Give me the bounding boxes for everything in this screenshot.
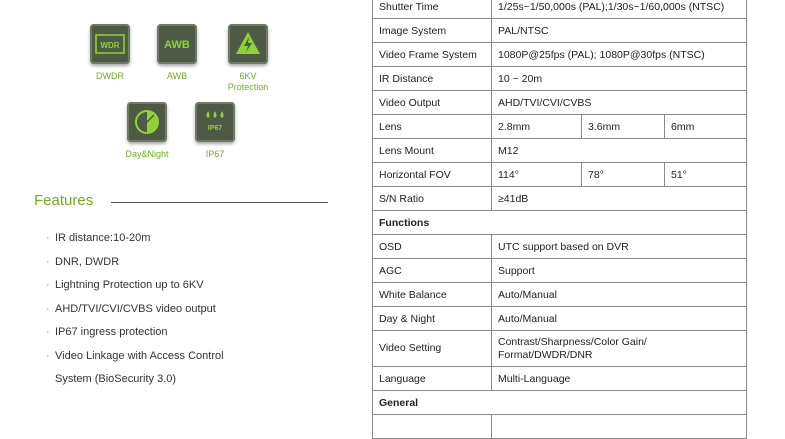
spec-value: Auto/Manual [492,283,747,307]
spec-value: AHD/TVI/CVI/CVBS [492,91,747,115]
spec-row-shutter-time [373,0,747,19]
awb-caption: AWB [166,71,188,81]
6kv-caption-line1: 6KV [239,71,257,81]
svg-text:6K: 6K [244,54,252,59]
spec-value: Auto/Manual [492,307,747,331]
feature-icon-awb [142,24,212,82]
ip67-caption: IP67 [205,149,225,159]
spec-value: M12 [492,139,747,163]
awb-icon [157,24,197,64]
spec-value: 51° [665,163,747,187]
spec-row-day-night [373,307,747,331]
day-night-icon [127,102,167,142]
svg-text:AWB: AWB [164,39,190,51]
spec-label: IR Distance [373,67,492,91]
spec-section-functions [373,211,747,235]
features-divider [111,202,328,203]
spec-label: Video Frame System [373,43,492,67]
spec-label: Image System [373,19,492,43]
bullet-icon: · [46,302,50,315]
bullet-icon: · [46,326,50,338]
spec-row-ir-distance [373,67,747,91]
dwdr-icon [90,24,130,64]
dwdr-caption: DWDR [96,71,124,81]
spec-label: White Balance [373,283,492,307]
feature-item-continuation: System (BioSecurity 3.0) [55,373,177,385]
spec-value: ≥41dB [492,187,747,211]
feature-item: · DNR, DWDR [46,251,224,275]
spec-row-agc [373,259,747,283]
ip67-waterproof-icon [195,102,235,142]
spec-value [492,415,747,439]
spec-value: 1080P@25fps (PAL); 1080P@30fps (NTSC) [492,43,747,67]
spec-row-video-frame-system [373,43,747,67]
spec-row-osd [373,235,747,259]
spec-label: AGC [373,259,492,283]
spec-label: Language [373,367,492,391]
section-header: General [373,391,747,415]
lightning-protection-icon [228,24,268,64]
bullet-icon: · [46,255,50,268]
spec-label: Lens Mount [373,139,492,163]
feature-item: · Lightning Protection up to 6KV [46,274,224,298]
spec-value: 78° [582,163,665,187]
features-title: Features [34,192,94,209]
spec-value: PAL/NTSC [492,19,747,43]
spec-label: Day & Night [373,307,492,331]
spec-row-language [373,367,747,391]
feature-item: · Video Linkage with Access Control [46,345,224,369]
spec-row-sn-ratio [373,187,747,211]
feature-icon-day-night [112,102,182,160]
spec-value [492,331,747,367]
spec-value-line2: Format/DWDR/DNR [498,348,593,361]
spec-value: 3.6mm [582,115,665,139]
feature-item: · IP67 ingress protection [46,321,224,345]
spec-label: Video Output [373,91,492,115]
spec-value: 114° [492,163,582,187]
spec-row-horizontal-fov [373,163,747,187]
spec-value: Support [492,259,747,283]
spec-value: 2.8mm [492,115,582,139]
spec-label: Video Setting [373,331,492,367]
feature-item: · IR distance:10-20m [46,227,224,251]
spec-row-lens-mount [373,139,747,163]
feature-item: · AHD/TVI/CVI/CVBS video output [46,298,224,322]
spec-label [373,415,492,439]
spec-row-video-setting [373,331,747,367]
6kv-caption-line2: Protection [227,82,269,92]
spec-value: UTC support based on DVR [492,235,747,259]
bullet-icon: · [46,279,50,291]
spec-row-image-system [373,19,747,43]
spec-label: Shutter Time [373,0,492,19]
spec-label: Lens [373,115,492,139]
features-list [46,227,224,392]
day-night-caption: Day&Night [125,149,169,159]
bullet-icon: · [46,349,50,362]
spec-label: S/N Ratio [373,187,492,211]
spec-value: 6mm [665,115,747,139]
spec-value: Multi-Language [492,367,747,391]
spec-row-white-balance [373,283,747,307]
spec-label: Horizontal FOV [373,163,492,187]
feature-icon-dwdr [75,24,145,82]
bullet-icon: · [46,232,50,244]
spec-row-lens [373,115,747,139]
spec-row-video-output [373,91,747,115]
spec-label: OSD [373,235,492,259]
spec-value: 1/25s~1/50,000s (PAL);1/30s~1/60,000s (NTSC) [492,0,747,19]
feature-icon-ip67 [180,102,250,160]
spec-row-general-partial [373,415,747,439]
spec-value: 10 ~ 20m [492,67,747,91]
section-header: Functions [373,211,747,235]
6kv-caption [213,71,283,93]
spec-table [372,0,747,439]
svg-text:IP67: IP67 [207,125,223,132]
feature-icon-6kv [213,24,283,93]
svg-text:WDR: WDR [100,41,120,50]
spec-value-line1: Contrast/Sharpness/Color Gain/ [498,335,647,348]
spec-section-general [373,391,747,415]
